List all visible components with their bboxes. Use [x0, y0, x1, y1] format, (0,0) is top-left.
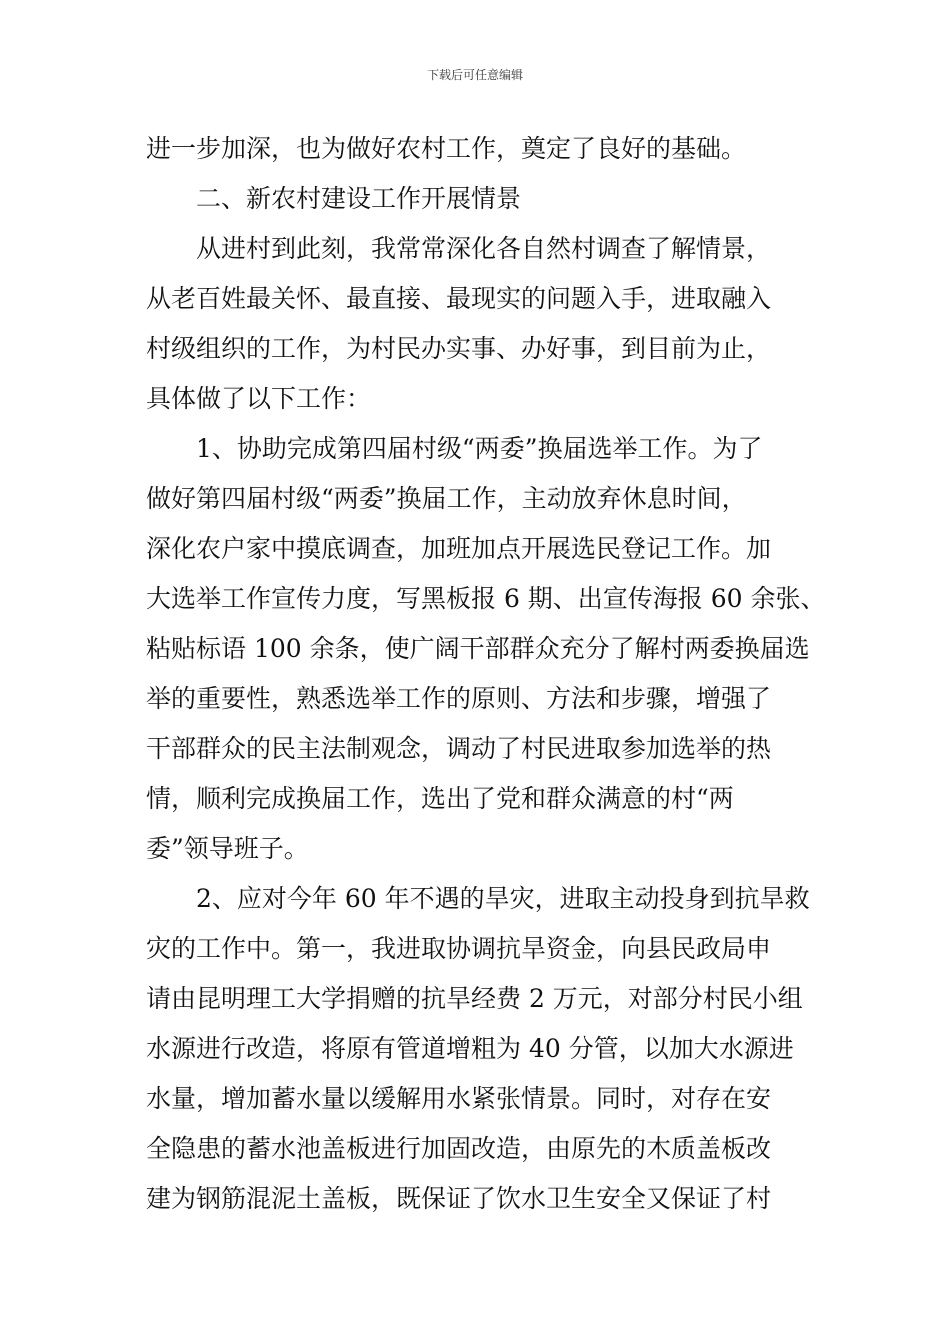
- text-line: 村级组织的工作，为村民办实事、办好事，到目前为止，: [146, 334, 772, 363]
- text-line: 从进村到此刻，我常常深化各自然村调查了解情景，: [196, 234, 772, 263]
- text-line: 请由昆明理工大学捐赠的抗旱经费 2 万元，对部分村民小组: [146, 984, 803, 1013]
- text-line: 干部群众的民主法制观念，调动了村民进取参加选举的热: [146, 734, 772, 763]
- text-line: 情，顺利完成换届工作，选出了党和群众满意的村“两: [146, 784, 734, 813]
- text-line: 进一步加深，也为做好农村工作，奠定了良好的基础。: [146, 134, 747, 163]
- text-line: 2、应对今年 60 年不遇的旱灾，进取主动投身到抗旱救: [196, 884, 810, 913]
- text-line: 大选举工作宣传力度，写黑板报 6 期、出宣传海报 60 余张、: [146, 584, 826, 613]
- text-line: 举的重要性，熟悉选举工作的原则、方法和步骤，增强了: [146, 684, 772, 713]
- text-line: 从老百姓最关怀、最直接、最现实的问题入手，进取融入: [146, 284, 772, 313]
- text-line: 水量，增加蓄水量以缓解用水紧张情景。同时，对存在安: [146, 1084, 772, 1113]
- text-line: 委”领导班子。: [146, 834, 309, 863]
- text-line: 水源进行改造，将原有管道增粗为 40 分管，以加大水源进: [146, 1034, 794, 1063]
- section-heading: 二、新农村建设工作开展情景: [196, 184, 522, 213]
- page-header: 下载后可任意编辑: [426, 68, 523, 82]
- text-line: 全隐患的蓄水池盖板进行加固改造，由原先的木质盖板改: [146, 1134, 772, 1163]
- text-line: 深化农户家中摸底调查，加班加点开展选民登记工作。加: [146, 534, 772, 563]
- text-line: 具体做了以下工作：: [146, 384, 372, 413]
- text-line: 灾的工作中。第一，我进取协调抗旱资金，向县民政局申: [146, 934, 772, 963]
- text-line: 1、协助完成第四届村级“两委”换届选举工作。为了: [196, 434, 763, 463]
- text-line: 建为钢筋混泥土盖板，既保证了饮水卫生安全又保证了村: [146, 1184, 772, 1213]
- text-line: 做好第四届村级“两委”换届工作，主动放弃休息时间，: [146, 484, 747, 513]
- text-line: 粘贴标语 100 余条，使广阔干部群众充分了解村两委换届选: [146, 634, 810, 663]
